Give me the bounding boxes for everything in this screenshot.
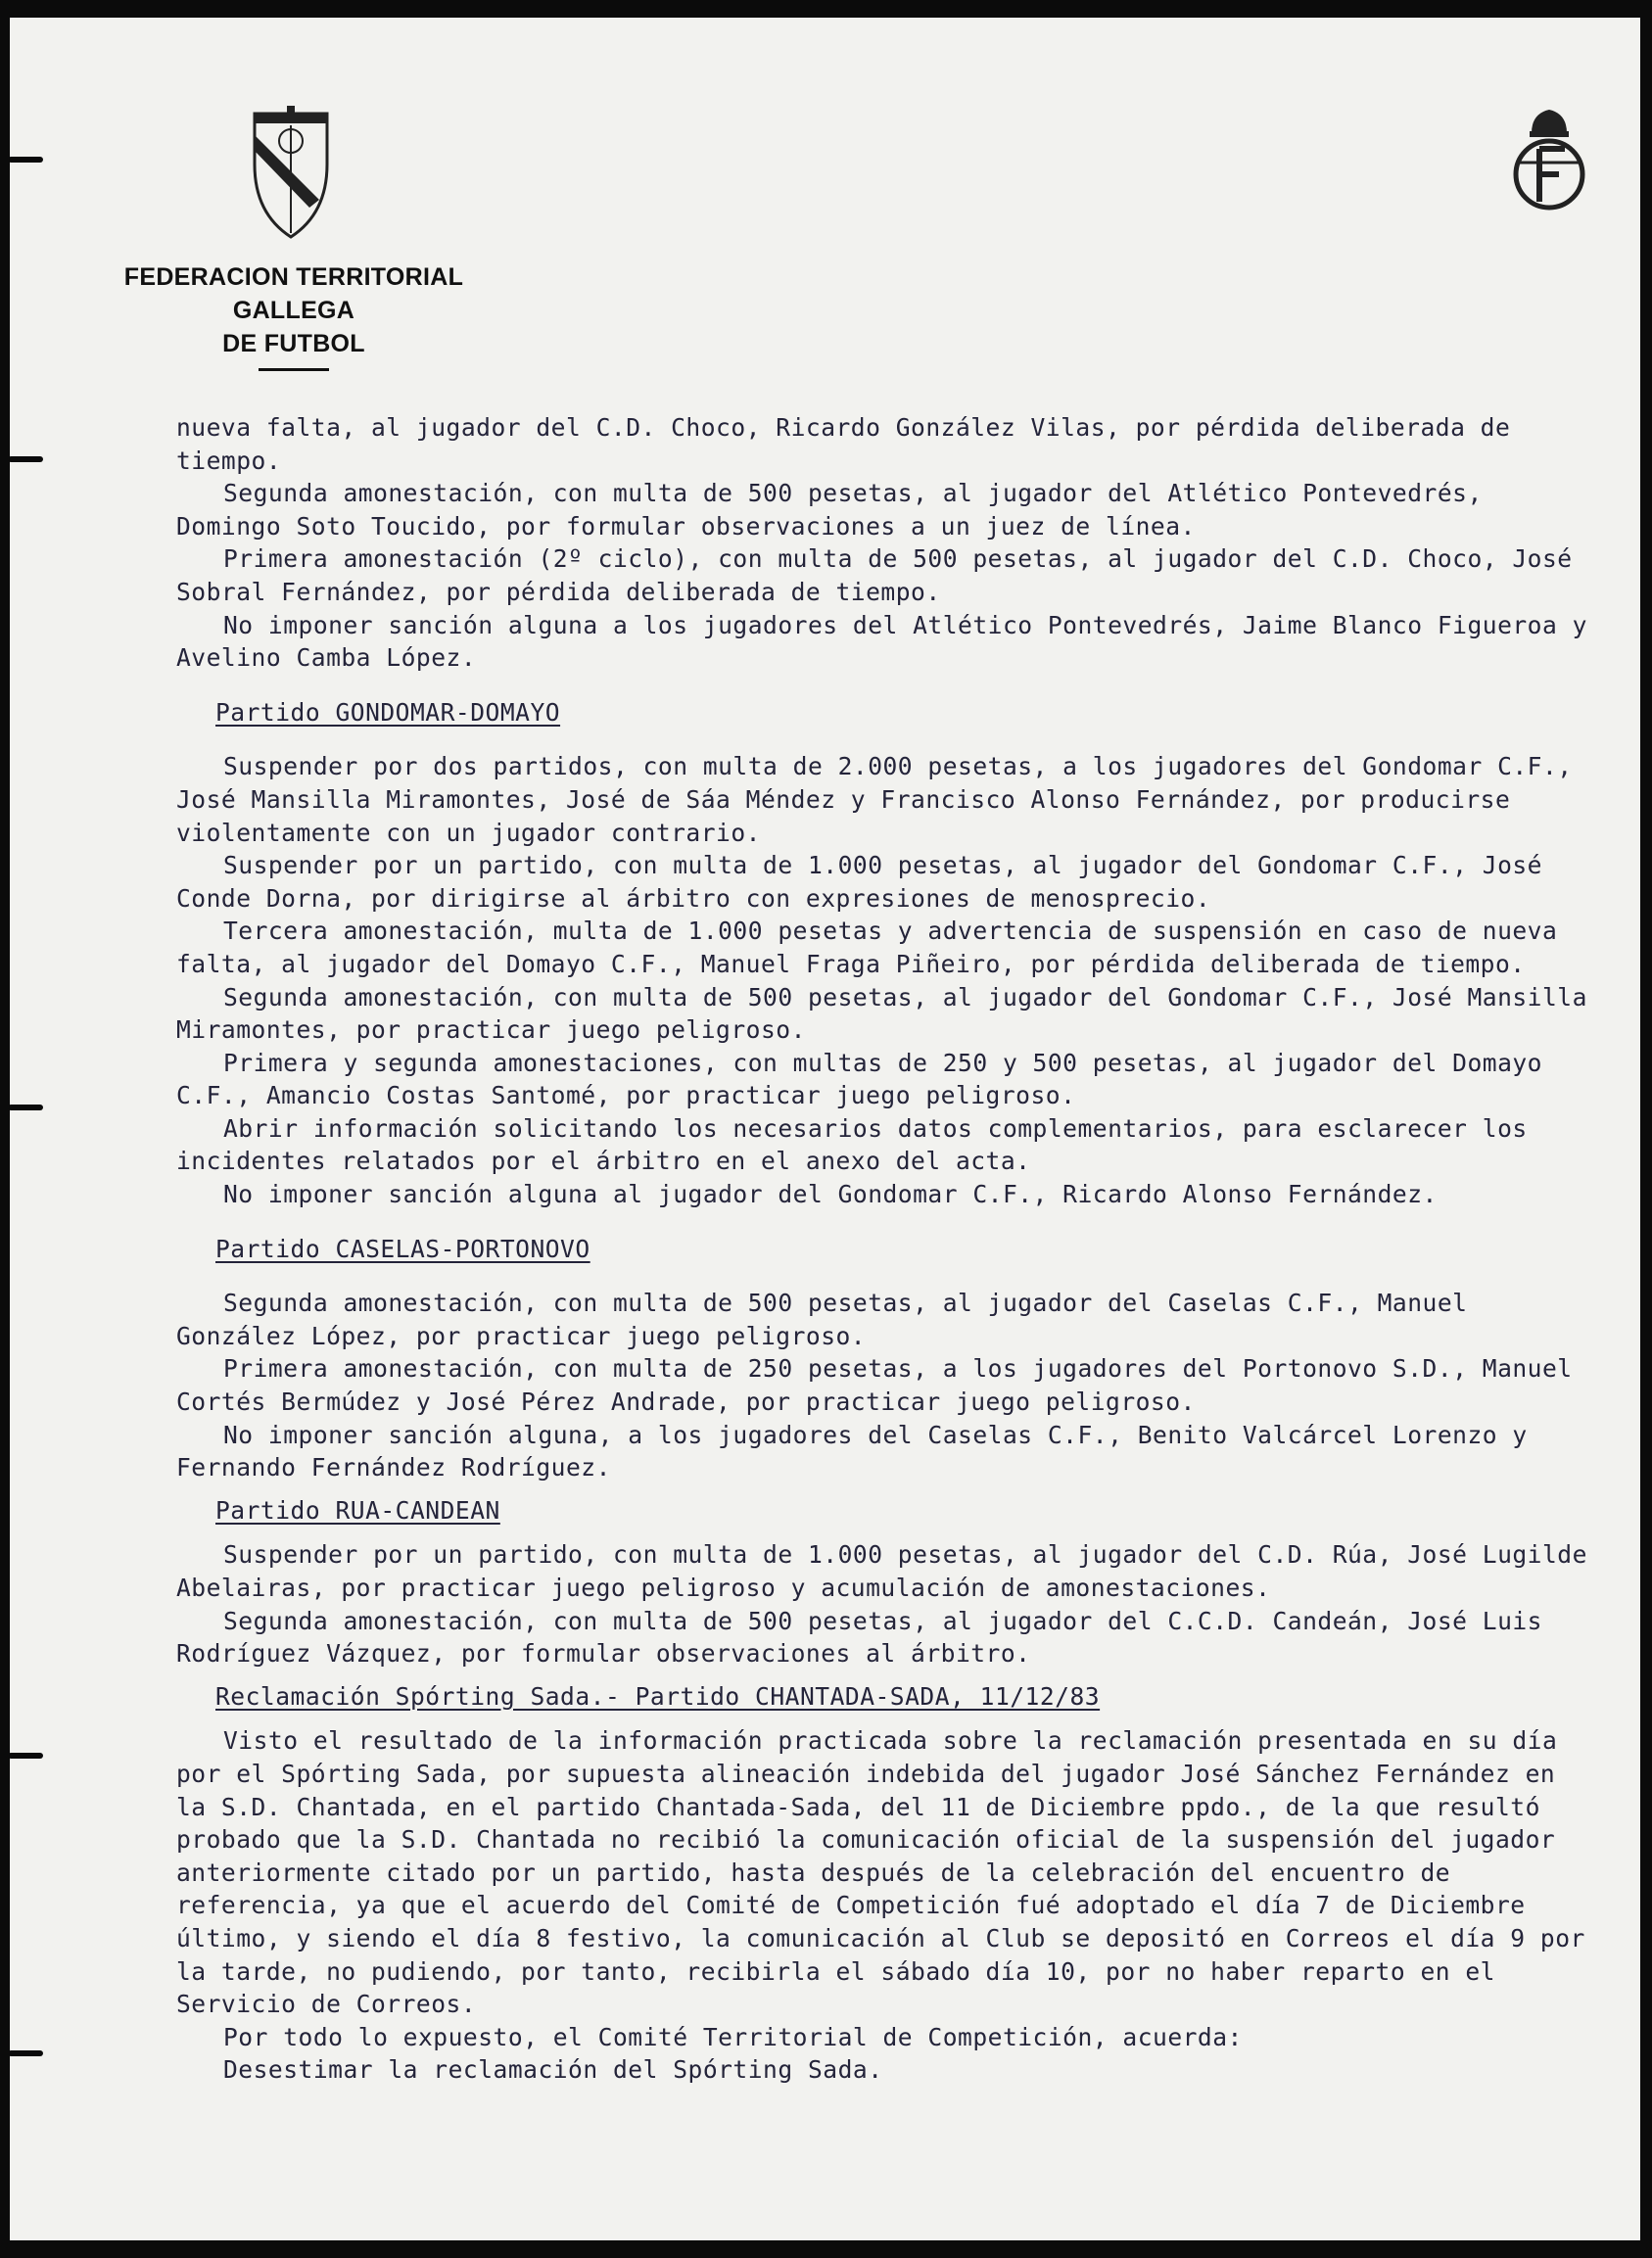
section-heading: Partido GONDOMAR-DOMAYO <box>215 697 561 727</box>
paragraph: Primera amonestación, con multa de 250 pesetas, a los jugadores del Portonovo S.D., Manuel Cortés Bermúdez y José Pérez Andrade, por practicar juego peligroso. <box>176 1354 1587 1417</box>
paragraph: Segunda amonestación, con multa de 500 pesetas, al jugador del C.C.D. Candeán, José Luis Rodríguez Vázquez, por formular observaciones al árbitro. <box>176 1606 1558 1669</box>
punch-hole <box>8 1105 43 1110</box>
punch-hole <box>8 2050 43 2056</box>
federation-name <box>69 260 519 371</box>
section-heading: Partido RUA-CANDEAN <box>215 1495 500 1525</box>
org-line-1: FEDERACION TERRITORIAL GALLEGA <box>123 263 464 324</box>
document-body <box>176 411 1603 2087</box>
paragraph: Segunda amonestación, con multa de 500 pesetas, al jugador del Gondomar C.F., José Mansilla Miramontes, por practicar juego peligroso. <box>176 982 1603 1045</box>
section-heading: Reclamación Spórting Sada.- Partido CHANTADA-SADA, 11/12/83 <box>215 1681 1101 1711</box>
punch-hole <box>8 157 43 163</box>
paragraph: Por todo lo expuesto, el Comité Territorial de Competición, acuerda: <box>223 2022 1243 2051</box>
paragraph: Segunda amonestación, con multa de 500 pesetas, al jugador del Atlético Pontevedrés, Domingo Soto Toucido, por formular observaciones a un juez de línea. <box>176 479 1498 541</box>
paragraph: Desestimar la reclamación del Spórting Sada. <box>223 2055 883 2085</box>
punch-hole <box>8 1753 43 1759</box>
paragraph: Tercera amonestación, multa de 1.000 pesetas y advertencia de suspensión en caso de nueva falta, al jugador del Domayo C.F., Manuel Fraga Piñeiro, por pérdida deliberada de tiempo. <box>176 917 1573 978</box>
paragraph: nueva falta, al jugador del C.D. Choco, Ricardo González Vilas, por pérdida deliberada de tiempo. <box>176 413 1526 475</box>
crowned-monogram-icon <box>1510 104 1588 215</box>
org-line-2: DE FUTBOL <box>222 330 365 357</box>
paragraph: No imponer sanción alguna, a los jugadores del Caselas C.F., Benito Valcárcel Lorenzo y Fernando Fernández Rodríguez. <box>176 1420 1542 1482</box>
paragraph: Primera amonestación (2º ciclo), con multa de 500 pesetas, al jugador del C.D. Choco, José Sobral Fernández, por pérdida deliberada de tiempo. <box>176 544 1587 606</box>
paragraph: Suspender por dos partidos, con multa de 2.000 pesetas, a los jugadores del Gondomar C.F., José Mansilla Miramontes, José de Sáa Méndez y Francisco Alonso Fernández, por producirse violentamente con un jugador contrario. <box>176 752 1587 847</box>
punch-hole <box>8 456 43 462</box>
section-heading: Partido CASELAS-PORTONOVO <box>215 1234 590 1263</box>
shield-crest-icon <box>251 106 331 241</box>
paragraph: Suspender por un partido, con multa de 1.000 pesetas, al jugador del C.D. Rúa, José Lugilde Abelairas, por practicar juego peligroso y acumulación de amonestaciones. <box>176 1540 1603 1602</box>
paragraph: Suspender por un partido, con multa de 1.000 pesetas, al jugador del Gondomar C.F., José Conde Dorna, por dirigirse al árbitro con expresiones de menosprecio. <box>176 851 1558 913</box>
paragraph: No imponer sanción alguna al jugador del Gondomar C.F., Ricardo Alonso Fernández. <box>223 1180 1438 1209</box>
org-underline <box>259 368 329 371</box>
paragraph: Visto el resultado de la información practicada sobre la reclamación presentada en su día por el Spórting Sada, por supuesta alineación indebida del jugador José Sánchez Fernández en la S.D. Chantada, en el partido Chantada-Sada, del 11 de Diciembre ppdo., de la que resultó probado que la S.D. Chantada no recibió la comunicación oficial de la suspensión del jugador anteriormente citado por un partido, hasta después de la celebración del encuentro de referencia, ya que el acuerdo del Comité de Competición fué adoptado el día 7 de Diciembre último, y siendo el día 8 festivo, la comunicación al Club se depositó en Correos el día 9 por la tarde, no pudiendo, por tanto, recibirla el sábado día 10, por no haber reparto en el Servicio de Correos. <box>176 1726 1601 2019</box>
paragraph: Abrir información solicitando los necesarios datos complementarios, para esclarecer los incidentes relatados por el árbitro en el anexo del acta. <box>176 1113 1542 1176</box>
paragraph: Primera y segunda amonestaciones, con multas de 250 y 500 pesetas, al jugador del Domayo C.F., Amancio Costas Santomé, por practicar juego peligroso. <box>176 1048 1558 1110</box>
paragraph: Segunda amonestación, con multa de 500 pesetas, al jugador del Caselas C.F., Manuel González López, por practicar juego peligroso. <box>176 1289 1483 1350</box>
paragraph: No imponer sanción alguna a los jugadores del Atlético Pontevedrés, Jaime Blanco Figueroa y Avelino Camba López. <box>176 610 1603 673</box>
